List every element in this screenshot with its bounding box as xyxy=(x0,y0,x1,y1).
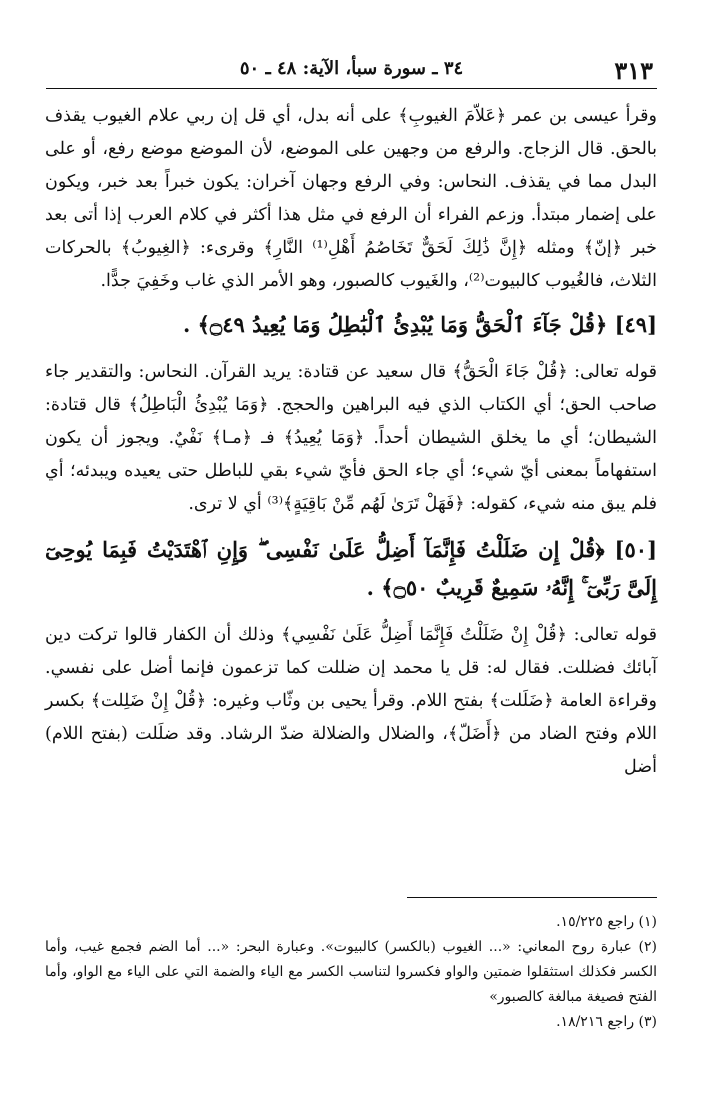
paragraph-1: وقرأ عيسى بن عمر ﴿عَلاّمَ الغيوبِ﴾ على أنه بدل، أي قل إن ربي علام الغيوب يقذف بالحق. قال الزجاج. والرفع من وجهين على الموضع، لأن الموضع موضع رفع، أو على البدل مما في يقذف. النحاس: وفي الرفع وجهان آخران: يكون خبراً بعد خبر، ويكون على إضمار مبتدأ. وزعم الفراء أن الرفع في مثل هذا أكثر في كلام العرب إذا أتى بعد خبر ﴿إنّ﴾ ومثله ﴿إِنَّ ذَٰلِكَ لَحَقٌّ تَخَاصُمُ أَهْلِ⁽¹⁾ النَّارِ﴾ وقرىء: ﴿الغِيوبُ﴾ بالحركات الثلاث، فالغُيوب كالبيوت⁽²⁾، والغَيوب كالصبور، وهو الأمر الذي غاب وخَفِيَ جدًّا. xyxy=(45,106,657,291)
footnotes xyxy=(45,897,657,1035)
footnote-3: (٣) راجع ١٨/٢١٦. xyxy=(556,1014,657,1030)
page-number: ٣١٣ xyxy=(614,56,653,85)
footnote-1: (١) راجع ١٥/٢٢٥. xyxy=(556,914,657,930)
footnote-divider xyxy=(407,897,657,898)
footnote-2: (٢) عبارة روح المعاني: «... الغيوب (بالكسر) كالبيوت». وعبارة البحر: «... أما الضم فجمع غيب، وأما الكسر فكذلك استثقلوا ضمتين والواو فكسروا لتناسب الكسر مع الياء والضمة التي على الياء مع الواو، وأما الفتح فصيغة مبالغة كالصبور» xyxy=(45,939,657,1005)
paragraph-3: قوله تعالى: ﴿قُلْ إِنْ ضَلَلْتُ فَإِنَّمَا أَضِلُّ عَلَىٰ نَفْسِي﴾ وذلك أن الكفار قالوا تركت دين آبائك فضللت. فقال له: قل يا محمد إن ضللت كما تزعمون فإنما أضل على نفسي. وقراءة العامة ﴿ضَلَلت﴾ بفتح اللام. وقرأ يحيى بن وثّاب وغيره: ﴿قُلْ إِنْ ضَلِلت﴾ بكسر اللام وفتح الضاد من ﴿أَضَلّ﴾، والضلال والضلالة ضدّ الرشاد. وقد ضلَلت (بفتح اللام) أضل xyxy=(45,625,657,777)
verse-49-heading: [٤٩] ﴿قُلْ جَآءَ ٱلْحَقُّ وَمَا يُبْدِئُ ٱلْبَٰطِلُ وَمَا يُعِيدُ ۝٤٩﴾ . xyxy=(182,312,657,337)
running-title: ٣٤ ـ سورة سبأ، الآية: ٤٨ ـ ٥٠ xyxy=(239,58,464,79)
page-header xyxy=(46,52,657,89)
paragraph-2: قوله تعالى: ﴿قُلْ جَاءَ الْحَقُّ﴾ قال سعيد عن قتادة: يريد القرآن. النحاس: والتقدير جاء صاحب الحق؛ أي الكتاب الذي فيه البراهين والحجج. ﴿وَمَا يُبْدِئُ الْبَاطِلُ﴾ قال قتادة: الشيطان؛ أي ما يخلق الشيطان أحداً. ﴿وَمَا يُعِيدُ﴾ فـ ﴿مـا﴾ نَفْيٌ. ويجوز أن يكون استفهاماً بمعنى أيّ شيء؛ أي جاء الحق فأيّ شيء بقي للباطل حتى يعيده ويبدئه؛ أي فلم يبق منه شيء، كقوله: ﴿فَهَلْ تَرَىٰ لَهُم مِّنْ بَاقِيَةٍ﴾⁽³⁾ أي لا ترى. xyxy=(45,362,657,514)
verse-50-heading: [٥٠] ﴿قُلْ إِن ضَلَلْتُ فَإِنَّمَآ أَضِلُّ عَلَىٰ نَفْسِى ۖ وَإِنِ ٱهْتَدَيْتُ فَبِمَا يُوحِىٓ إِلَىَّ رَبِّىٓ ۚ إِنَّهُۥ سَمِيعٌ قَرِيبٌ ۝٥٠﴾ . xyxy=(45,537,657,600)
main-text xyxy=(45,100,657,784)
